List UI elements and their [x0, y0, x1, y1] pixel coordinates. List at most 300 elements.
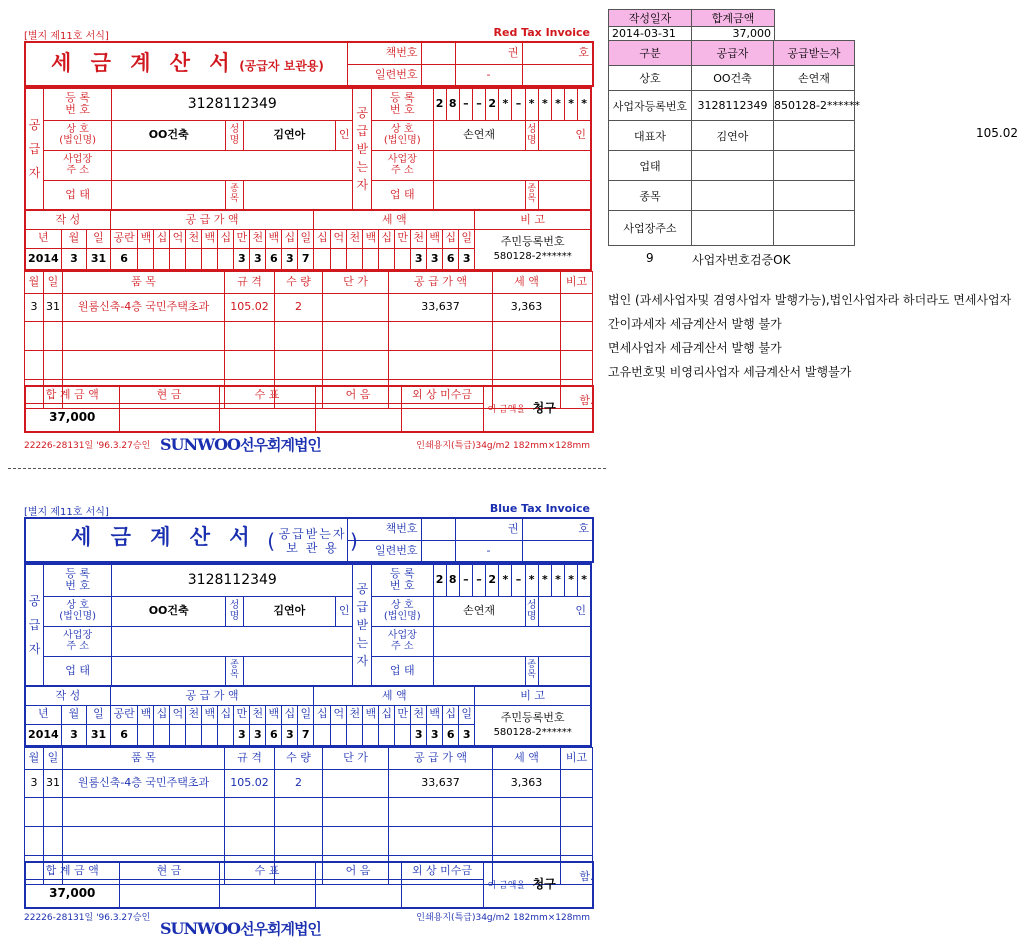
section-note-label: 비 고	[475, 210, 591, 229]
note-line: 법인 (과세사업자및 겸영사업자 발행가능),법인사업자라 하더라도 면세사업자	[608, 293, 1012, 307]
item-month: 3	[25, 769, 44, 798]
buyer-address-label: 사업장 주 소	[372, 626, 433, 656]
buyer-value: 손연재	[774, 66, 855, 91]
table-row	[609, 91, 855, 121]
claim-text: 청구	[532, 877, 556, 892]
item-header-name: 품 목	[63, 272, 225, 294]
supplier-seal: 인	[335, 596, 353, 626]
supplier-value: 김연아	[692, 121, 774, 151]
gwon-label: 권	[455, 518, 522, 540]
buyer-value: 850128-2******	[774, 91, 855, 121]
buyer-reg-digit: 8	[446, 88, 459, 120]
buyer-reg-digit: –	[459, 564, 472, 596]
supplier-name: OO건축	[112, 120, 226, 150]
day-value: 31	[87, 248, 110, 270]
supplier-side-label: 공 급 자	[25, 564, 44, 686]
tax-digit	[363, 248, 379, 270]
item-supply: 33,637	[389, 769, 493, 798]
buyer-value	[774, 181, 855, 211]
tax-digit	[379, 248, 395, 270]
buyer-reg-digit: *	[499, 88, 512, 120]
issuance-notes	[608, 288, 1011, 384]
row-label: 대표자	[609, 121, 692, 151]
item-note	[561, 769, 593, 798]
table-row	[25, 293, 593, 322]
supply-col-label: 억	[170, 229, 186, 248]
table-row	[609, 211, 855, 246]
supply-digit	[202, 248, 218, 270]
invoice-type-title: Blue Tax Invoice	[489, 502, 590, 515]
supply-col-label: 천	[186, 229, 202, 248]
logo-kr: 선우회계법인	[239, 920, 321, 938]
amounts-table	[24, 685, 592, 747]
check-number: 9	[646, 251, 654, 265]
supplier-rep-label: 성 명	[226, 120, 244, 150]
buyer-reg-digit: *	[538, 564, 551, 596]
sum-header-check: 수 표	[219, 386, 315, 404]
supply-digit	[154, 724, 170, 746]
supply-col-label: 십	[218, 705, 234, 724]
tax-digit: 6	[443, 248, 459, 270]
supply-digit	[218, 724, 234, 746]
buyer-reg-digit: *	[578, 564, 591, 596]
supplier-reg-no: 3128112349	[112, 88, 353, 120]
tax-digit	[363, 724, 379, 746]
item-header-tax: 세 액	[493, 748, 561, 770]
summary-date-total	[608, 9, 775, 41]
table-row	[609, 66, 855, 91]
month-value: 3	[61, 724, 87, 746]
keep-label-1: 공급받는자	[278, 526, 347, 541]
grand-total: 37,000	[25, 404, 119, 432]
cut-line	[8, 468, 606, 469]
supply-col-label: 일	[298, 705, 314, 724]
item-header-supply: 공 급 가 액	[389, 748, 493, 770]
table-row	[609, 151, 855, 181]
supply-digit: 3	[282, 248, 298, 270]
tax-col-label: 백	[427, 705, 443, 724]
summary-parties	[608, 40, 860, 246]
parties-table	[24, 87, 592, 211]
year-value: 2014	[25, 724, 61, 746]
item-header-note: 비고	[561, 748, 593, 770]
supply-col-label: 백	[266, 705, 282, 724]
item-qty: 2	[275, 293, 323, 322]
sum-header-check: 수 표	[219, 862, 315, 880]
col-header-kind: 구분	[609, 41, 692, 66]
supply-col-label: 공란	[110, 705, 138, 724]
gwon-label: 권	[455, 42, 522, 64]
section-supply-label: 공 급 가 액	[110, 210, 314, 229]
col-header-supplier: 공급자	[692, 41, 774, 66]
buyer-reg-digit: *	[551, 88, 564, 120]
supply-col-label: 만	[234, 705, 250, 724]
section-supply-label: 공 급 가 액	[110, 686, 314, 705]
blank-count: 6	[110, 724, 138, 746]
buyer-reg-label: 등 록 번 호	[372, 88, 433, 120]
serial-no-label: 일련번호	[347, 540, 421, 562]
supply-col-label: 백	[138, 229, 154, 248]
row-label: 업태	[609, 151, 692, 181]
sum-header-total: 합 계 금 액	[25, 862, 119, 880]
buyer-rep-label: 성 명	[525, 596, 538, 626]
serial-dash: -	[455, 64, 522, 86]
red-tax-invoice	[24, 24, 592, 454]
buyer-reg-digit: 2	[433, 564, 446, 596]
invoice-type-title: Red Tax Invoice	[493, 26, 590, 39]
sunwoo-logo	[160, 918, 321, 939]
item-header-day: 일	[44, 748, 63, 770]
row-label: 종목	[609, 181, 692, 211]
buyer-name: 손연재	[433, 120, 525, 150]
note-line: 고유번호및 비영리사업자 세금계산서 발행불가	[608, 365, 852, 379]
supply-col-label: 만	[234, 229, 250, 248]
tax-digit	[379, 724, 395, 746]
tax-digit: 3	[427, 724, 443, 746]
item-spec: 105.02	[225, 769, 275, 798]
tax-digit	[395, 248, 411, 270]
book-no-label: 책번호	[347, 518, 421, 540]
supplier-biz-item-label: 종 목	[226, 180, 244, 210]
tax-col-label: 백	[427, 229, 443, 248]
supply-col-label: 천	[250, 229, 266, 248]
logo-en: SUNWOO	[160, 435, 240, 454]
buyer-rep-label: 성 명	[525, 120, 538, 150]
buyer-reg-digit: *	[525, 564, 538, 596]
supply-digit: 3	[250, 248, 266, 270]
buyer-reg-digit: –	[512, 88, 525, 120]
claim-text: 청구	[532, 401, 556, 416]
form-tag: [별지 제11호 서식]	[24, 31, 109, 42]
supply-digit	[138, 724, 154, 746]
item-unit	[323, 293, 389, 322]
tax-col-label: 천	[347, 229, 363, 248]
item-header-qty: 수 량	[275, 748, 323, 770]
supply-col-label: 백	[202, 705, 218, 724]
item-header-tax: 세 액	[493, 272, 561, 294]
item-header-unit: 단 가	[323, 748, 389, 770]
supplier-rep-label: 성 명	[226, 596, 244, 626]
tax-col-label: 십	[379, 705, 395, 724]
buyer-seal: 인	[538, 120, 591, 150]
supply-col-label: 억	[170, 705, 186, 724]
supplier-name: OO건축	[112, 596, 226, 626]
buyer-side-label: 공급받는자	[353, 564, 372, 686]
tax-digit: 3	[459, 724, 475, 746]
total-label: 합계금액	[692, 10, 775, 27]
table-row	[609, 181, 855, 211]
supplier-address-label: 사업장 주 소	[44, 626, 112, 656]
supplier-reg-no: 3128112349	[112, 564, 353, 596]
item-header-name: 품 목	[63, 748, 225, 770]
item-qty: 2	[275, 769, 323, 798]
tax-digit	[331, 724, 347, 746]
sum-header-note: 어 음	[315, 386, 401, 404]
buyer-reg-digit: *	[565, 88, 578, 120]
supply-col-label: 일	[298, 229, 314, 248]
item-unit	[323, 769, 389, 798]
book-no-label: 책번호	[347, 42, 421, 64]
note-line: 면세사업자 세금계산서 발행 불가	[608, 341, 782, 355]
sum-table	[24, 385, 594, 433]
supply-col-label: 백	[202, 229, 218, 248]
buyer-name-label: 상 호 (법인명)	[372, 120, 433, 150]
tax-col-label: 십	[379, 229, 395, 248]
ho-label: 호	[522, 518, 593, 540]
blank-count: 6	[110, 248, 138, 270]
section-tax-label: 세 액	[314, 686, 475, 705]
buyer-reg-digit: 2	[433, 88, 446, 120]
date-value: 2014-03-31	[609, 27, 692, 41]
supply-digit: 7	[298, 724, 314, 746]
buyer-value	[774, 211, 855, 246]
buyer-reg-digit: –	[459, 88, 472, 120]
buyer-reg-digit: 8	[446, 564, 459, 596]
tax-col-label: 만	[395, 229, 411, 248]
col-header-buyer: 공급받는자	[774, 41, 855, 66]
supply-digit: 6	[266, 248, 282, 270]
tax-digit: 3	[411, 724, 427, 746]
tax-digit: 3	[459, 248, 475, 270]
resident-no: 580128-2******	[493, 727, 572, 739]
supply-digit: 7	[298, 248, 314, 270]
invoice-title: 세 금 계 산 서	[71, 524, 256, 549]
buyer-biz-type-label: 업 태	[372, 656, 433, 686]
ham-text: 함.	[579, 870, 594, 884]
date-col-label: 월	[61, 229, 87, 248]
buyer-reg-digit: –	[472, 564, 485, 596]
supplier-address-label: 사업장 주 소	[44, 150, 112, 180]
tax-digit	[347, 724, 363, 746]
paper-spec: 인쇄용지(특급)34g/m2 182mm×128mm	[416, 913, 590, 923]
sunwoo-logo	[160, 434, 321, 455]
section-date-label: 작 성	[25, 686, 110, 705]
supplier-value: 3128112349	[692, 91, 774, 121]
tax-digit	[314, 248, 331, 270]
keep-label-2: 보 관 용	[286, 540, 339, 555]
total-value: 37,000	[692, 27, 775, 41]
logo-kr: 선우회계법인	[239, 436, 321, 454]
supply-col-label: 천	[186, 705, 202, 724]
item-day: 31	[44, 293, 63, 322]
invoice-header	[24, 41, 594, 87]
form-tag: [별지 제11호 서식]	[24, 507, 109, 518]
supply-digit	[154, 248, 170, 270]
buyer-reg-digit: *	[551, 564, 564, 596]
item-month: 3	[25, 293, 44, 322]
paper-spec: 인쇄용지(특급)34g/m2 182mm×128mm	[416, 441, 590, 451]
buyer-reg-digit: *	[565, 564, 578, 596]
buyer-value	[774, 151, 855, 181]
supply-digit	[170, 724, 186, 746]
buyer-biz-item-label: 종 목	[525, 656, 538, 686]
supplier-rep: 김연아	[243, 120, 335, 150]
tax-col-label: 백	[363, 229, 379, 248]
date-label: 작성일자	[609, 10, 692, 27]
tax-col-label: 억	[331, 705, 347, 724]
resident-no-label: 주민등록번호	[500, 711, 565, 725]
supply-col-label: 십	[154, 705, 170, 724]
buyer-name: 손연재	[433, 596, 525, 626]
item-header-unit: 단 가	[323, 272, 389, 294]
month-value: 3	[61, 248, 87, 270]
supply-col-label: 백	[138, 705, 154, 724]
invoice-title: 세 금 계 산 서	[51, 51, 236, 76]
date-col-label: 일	[87, 705, 110, 724]
date-col-label: 일	[87, 229, 110, 248]
supply-digit	[138, 248, 154, 270]
supply-col-label: 십	[218, 229, 234, 248]
tax-col-label: 천	[411, 229, 427, 248]
supply-digit: 3	[234, 248, 250, 270]
this-amount-text: 이 금액을	[487, 881, 526, 892]
tax-digit: 3	[411, 248, 427, 270]
sum-header-credit: 외 상 미수금	[401, 386, 483, 404]
supplier-biz-item-label: 종 목	[226, 656, 244, 686]
sum-header-cash: 현 금	[119, 386, 219, 404]
buyer-reg-digit: *	[578, 88, 591, 120]
buyer-reg-digit: –	[512, 564, 525, 596]
supplier-name-label: 상 호 (법인명)	[44, 120, 112, 150]
item-header-spec: 규 격	[225, 748, 275, 770]
item-header-month: 월	[25, 272, 44, 294]
sum-header-cash: 현 금	[119, 862, 219, 880]
ho-label: 호	[522, 42, 593, 64]
tax-col-label: 십	[314, 705, 331, 724]
buyer-side-label: 공급받는자	[353, 88, 372, 210]
supply-col-label: 공란	[110, 229, 138, 248]
keep-label: (공급자 보관용)	[239, 59, 324, 74]
tax-digit: 6	[443, 724, 459, 746]
buyer-biz-type-label: 업 태	[372, 180, 433, 210]
date-col-label: 년	[25, 705, 61, 724]
resident-no-label: 주민등록번호	[500, 235, 565, 249]
tax-digit	[395, 724, 411, 746]
logo-en: SUNWOO	[160, 919, 240, 938]
serial-no-label: 일련번호	[347, 64, 421, 86]
tax-col-label: 만	[395, 705, 411, 724]
supply-digit	[186, 248, 202, 270]
item-header-month: 월	[25, 748, 44, 770]
tax-digit: 3	[427, 248, 443, 270]
parties-table	[24, 563, 592, 687]
item-tax: 3,363	[493, 769, 561, 798]
item-tax: 3,363	[493, 293, 561, 322]
supply-digit: 3	[234, 724, 250, 746]
supplier-value: OO건축	[692, 66, 774, 91]
grand-total: 37,000	[25, 880, 119, 908]
buyer-reg-digit: –	[472, 88, 485, 120]
section-tax-label: 세 액	[314, 210, 475, 229]
buyer-seal: 인	[538, 596, 591, 626]
item-name: 원룸신축-4층 국민주택초과	[63, 769, 225, 798]
table-row	[609, 121, 855, 151]
supplier-seal: 인	[335, 120, 353, 150]
supply-digit	[170, 248, 186, 270]
tax-digit	[314, 724, 331, 746]
supply-col-label: 십	[282, 229, 298, 248]
item-spec: 105.02	[225, 293, 275, 322]
item-header-qty: 수 량	[275, 272, 323, 294]
tax-col-label: 일	[459, 705, 475, 724]
check-result: 사업자번호검증OK	[692, 253, 791, 267]
supply-col-label: 백	[266, 229, 282, 248]
date-col-label: 월	[61, 705, 87, 724]
approval-text: 22226-28131일 '96.3.27승인	[24, 441, 151, 451]
tax-col-label: 천	[347, 705, 363, 724]
tax-col-label: 십	[314, 229, 331, 248]
tax-col-label: 천	[411, 705, 427, 724]
buyer-value	[774, 121, 855, 151]
supply-digit	[186, 724, 202, 746]
buyer-reg-digit: 2	[486, 88, 499, 120]
buyer-biz-item-label: 종 목	[525, 180, 538, 210]
item-header-day: 일	[44, 272, 63, 294]
buyer-reg-label: 등 록 번 호	[372, 564, 433, 596]
supplier-value	[692, 211, 774, 246]
item-header-supply: 공 급 가 액	[389, 272, 493, 294]
amounts-table	[24, 209, 592, 271]
supply-digit: 3	[250, 724, 266, 746]
year-value: 2014	[25, 248, 61, 270]
sum-header-credit: 외 상 미수금	[401, 862, 483, 880]
buyer-reg-digit: 2	[486, 564, 499, 596]
blue-tax-invoice	[24, 500, 592, 940]
extra-value: 105.02	[976, 126, 1018, 140]
approval-text: 22226-28131일 '96.3.27승인	[24, 913, 151, 923]
sum-header-total: 합 계 금 액	[25, 386, 119, 404]
section-note-label: 비 고	[475, 686, 591, 705]
section-date-label: 작 성	[25, 210, 110, 229]
sum-table	[24, 861, 594, 909]
supplier-reg-label: 등 록 번 호	[44, 88, 112, 120]
day-value: 31	[87, 724, 110, 746]
item-day: 31	[44, 769, 63, 798]
tax-col-label: 일	[459, 229, 475, 248]
item-note	[561, 293, 593, 322]
supply-digit	[202, 724, 218, 746]
supply-digit: 3	[282, 724, 298, 746]
resident-no: 580128-2******	[493, 251, 572, 263]
row-label: 상호	[609, 66, 692, 91]
supply-digit: 6	[266, 724, 282, 746]
supply-digit	[218, 248, 234, 270]
supply-col-label: 천	[250, 705, 266, 724]
buyer-address-label: 사업장 주 소	[372, 150, 433, 180]
supplier-value	[692, 151, 774, 181]
supplier-reg-label: 등 록 번 호	[44, 564, 112, 596]
item-header-spec: 규 격	[225, 272, 275, 294]
row-label: 사업장주소	[609, 211, 692, 246]
tax-col-label: 십	[443, 705, 459, 724]
row-label: 사업자등록번호	[609, 91, 692, 121]
item-header-note: 비고	[561, 272, 593, 294]
buyer-reg-digit: *	[538, 88, 551, 120]
item-supply: 33,637	[389, 293, 493, 322]
tax-col-label: 억	[331, 229, 347, 248]
supplier-rep: 김연아	[243, 596, 335, 626]
supplier-biz-type-label: 업 태	[44, 656, 112, 686]
table-row	[25, 769, 593, 798]
item-name: 원룸신축-4층 국민주택초과	[63, 293, 225, 322]
sum-header-note: 어 음	[315, 862, 401, 880]
serial-dash: -	[455, 540, 522, 562]
this-amount-text: 이 금액을	[487, 405, 526, 416]
buyer-name-label: 상 호 (법인명)	[372, 596, 433, 626]
date-col-label: 년	[25, 229, 61, 248]
buyer-reg-digit: *	[499, 564, 512, 596]
note-line: 간이과세자 세금계산서 발행 불가	[608, 317, 782, 331]
